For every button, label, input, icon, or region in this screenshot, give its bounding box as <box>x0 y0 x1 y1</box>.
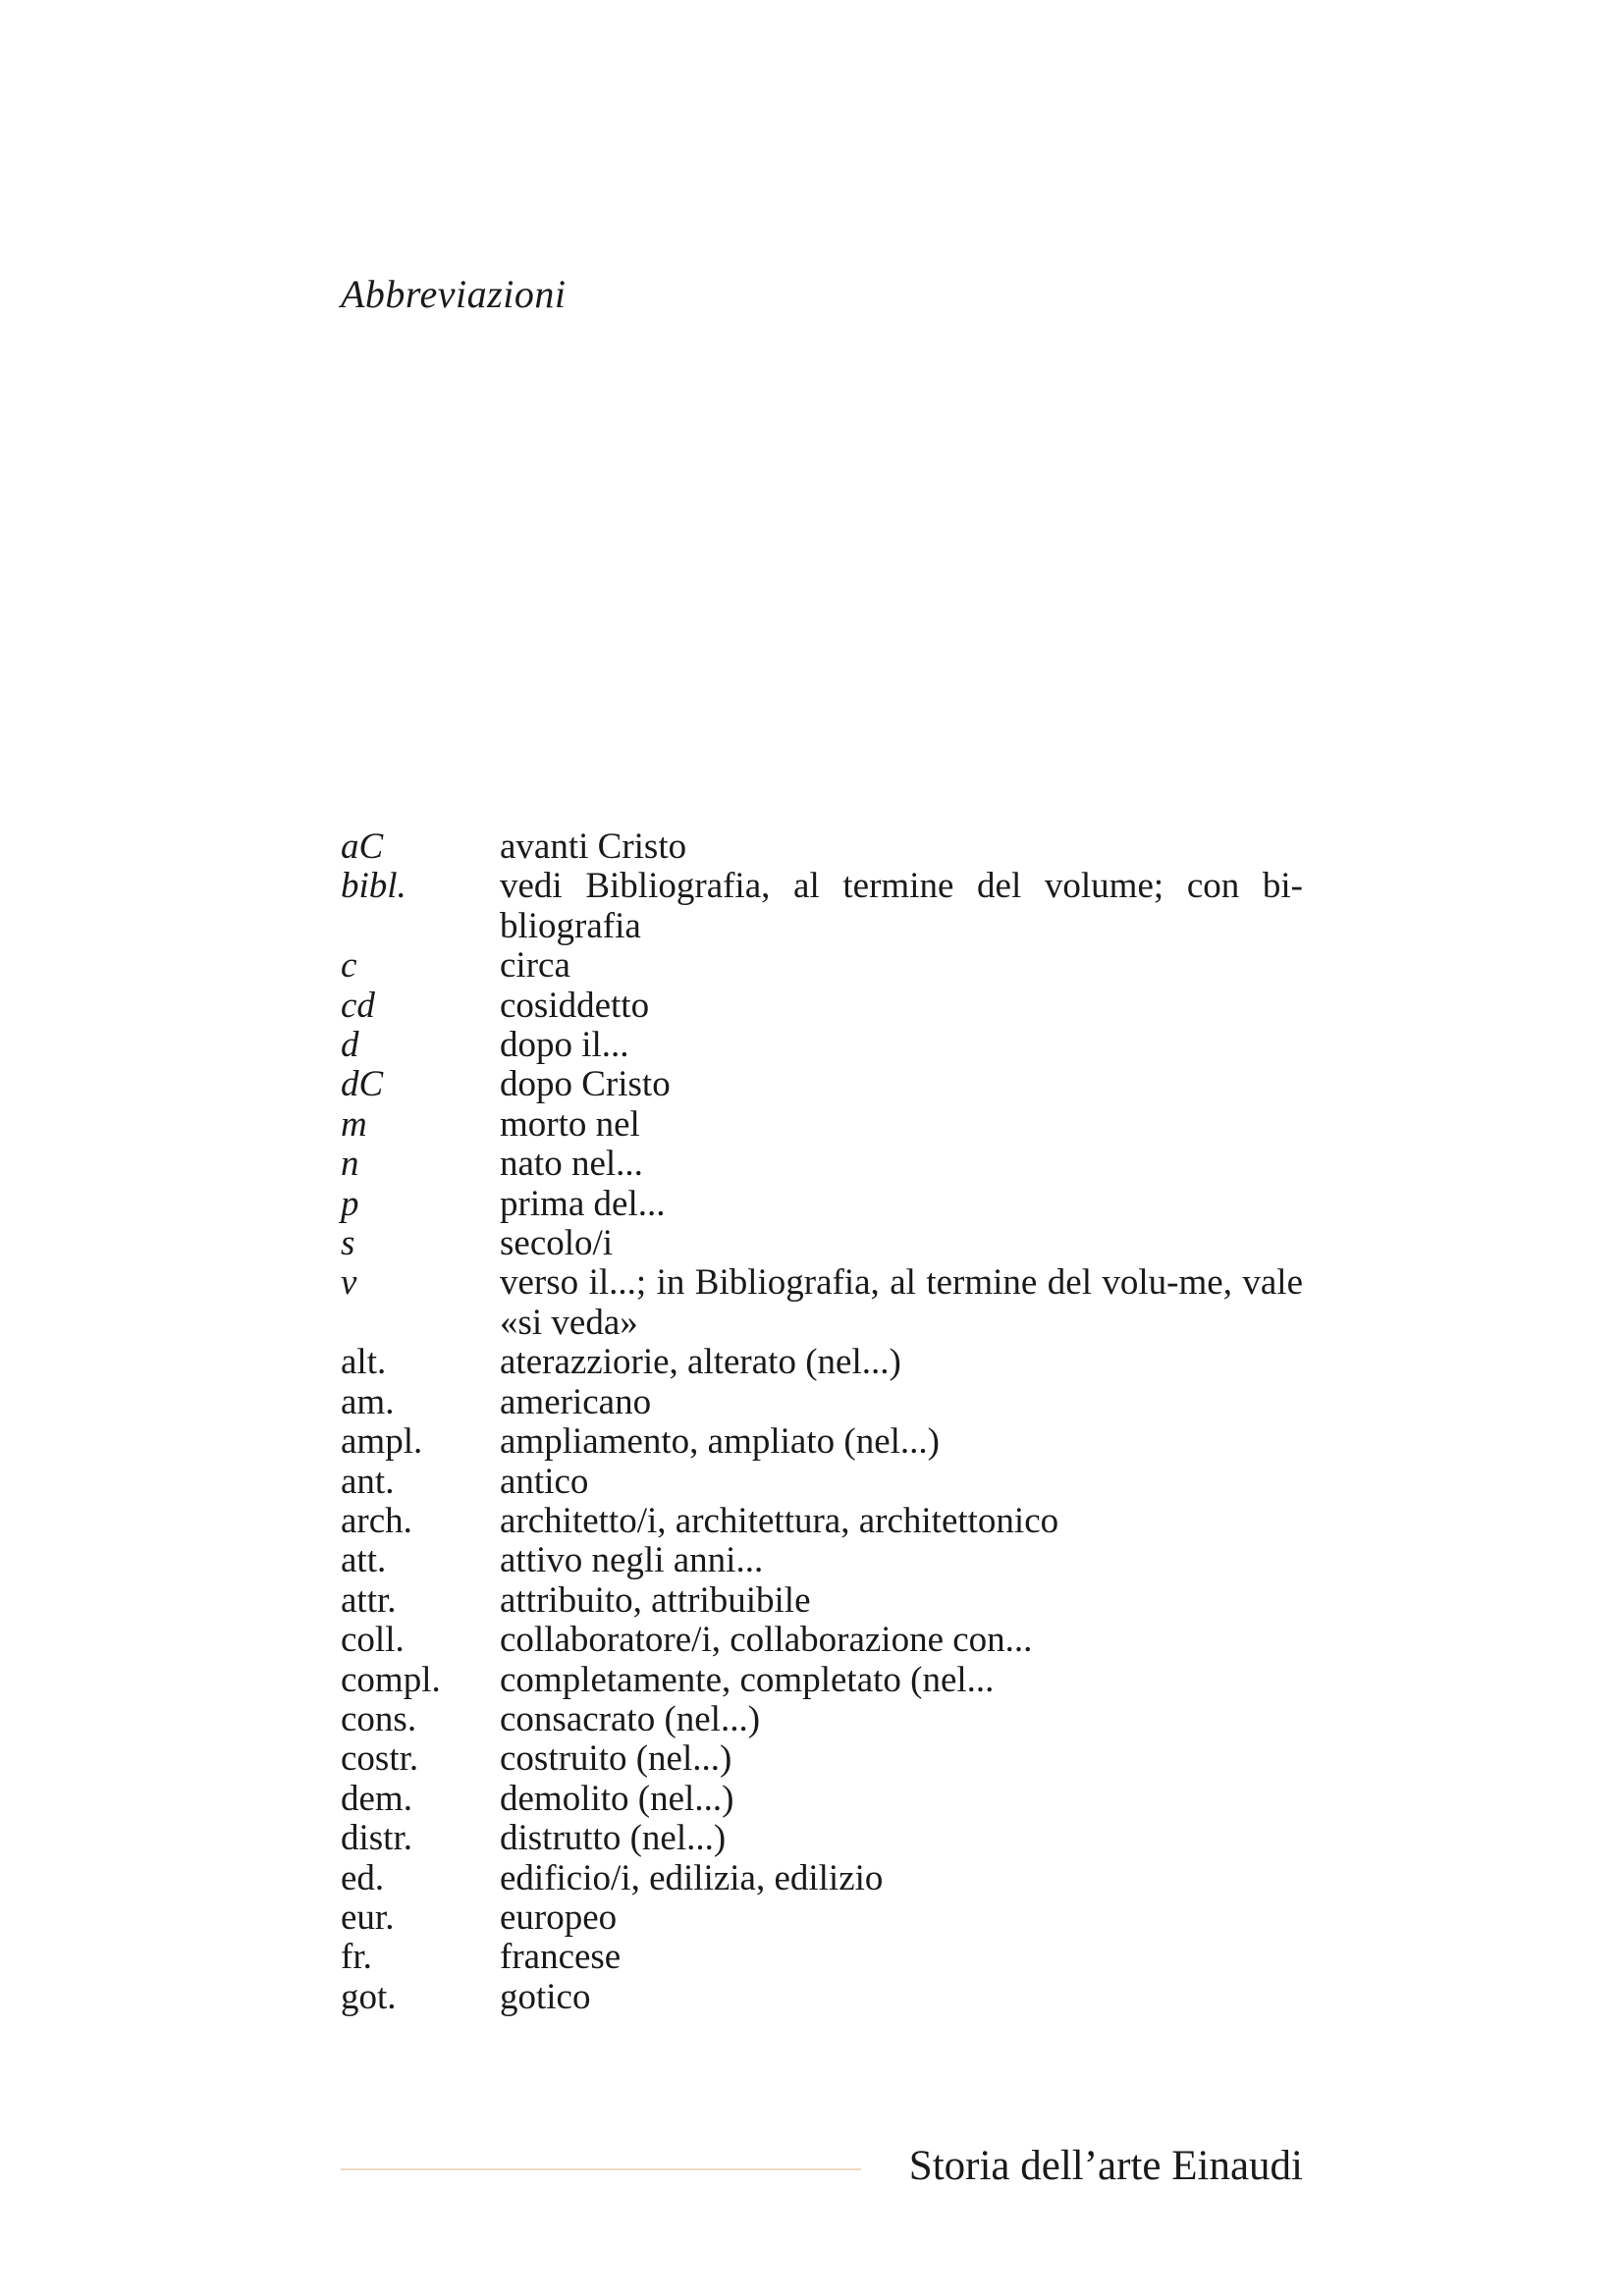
list-item <box>341 1185 1303 1224</box>
abbreviation-term: v <box>341 1262 357 1304</box>
list-item <box>341 1739 1303 1779</box>
abbreviation-definition: distrutto (nel...) <box>500 1818 727 1859</box>
abbreviation-term: aC <box>341 827 384 867</box>
abbreviation-definition: secolo/i <box>500 1223 614 1264</box>
abbreviation-term: m <box>341 1103 367 1145</box>
abbreviation-definition: nato nel... <box>500 1144 643 1185</box>
list-item <box>341 828 1303 867</box>
abbreviation-definition: prima del... <box>500 1183 666 1224</box>
abbreviation-term: arch. <box>341 1500 412 1541</box>
abbreviation-term: got. <box>341 1976 397 2017</box>
abbreviation-term: n <box>341 1144 359 1185</box>
list-item <box>341 1938 1303 1977</box>
abbreviation-term: am. <box>341 1381 395 1422</box>
abbreviation-definition: costruito (nel...) <box>500 1738 732 1780</box>
abbreviation-definition: attivo negli anni... <box>500 1540 764 1581</box>
abbreviation-term: costr. <box>341 1738 419 1780</box>
list-item <box>341 1026 1303 1065</box>
abbreviation-term: cons. <box>341 1698 417 1739</box>
abbreviation-definition: vedi Bibliografia, al termine del volume; con bi-bliografia <box>500 866 1303 946</box>
abbreviation-definition: demolito (nel...) <box>500 1778 734 1819</box>
page-title: Abbreviazioni <box>341 272 567 316</box>
abbreviation-definition: completamente, completato (nel... <box>500 1659 995 1700</box>
abbreviation-term: attr. <box>341 1579 397 1621</box>
abbreviation-term: compl. <box>341 1659 441 1700</box>
abbreviation-term: bibl. <box>341 866 406 907</box>
abbreviation-definition: morto nel <box>500 1103 640 1145</box>
abbreviation-term: ampl. <box>341 1421 423 1463</box>
abbreviation-definition: cosiddetto <box>500 985 650 1026</box>
list-item <box>341 1541 1303 1580</box>
list-item <box>341 1581 1303 1621</box>
list-item <box>341 1263 1303 1343</box>
abbreviation-term: c <box>341 945 357 987</box>
list-item <box>341 1700 1303 1739</box>
list-item <box>341 1978 1303 2017</box>
abbreviation-term: coll. <box>341 1620 405 1661</box>
list-item <box>341 1463 1303 1502</box>
abbreviation-definition: dopo il... <box>500 1025 629 1066</box>
list-item <box>341 946 1303 986</box>
abbreviation-definition: architetto/i, architettura, architettonico <box>500 1500 1059 1541</box>
list-item <box>341 1661 1303 1700</box>
abbreviation-definition: collaboratore/i, collaborazione con... <box>500 1620 1033 1661</box>
abbreviation-definition: gotico <box>500 1976 591 2017</box>
footer-divider <box>341 2168 861 2170</box>
footer-brand: Storia dell’arte Einaudi <box>908 2143 1303 2189</box>
abbreviation-term: p <box>341 1183 359 1224</box>
abbreviation-term: dC <box>341 1064 384 1105</box>
abbreviation-definition: dopo Cristo <box>500 1064 671 1105</box>
abbreviation-definition: ampliamento, ampliato (nel...) <box>500 1421 940 1463</box>
abbreviation-term: fr. <box>341 1937 372 1978</box>
abbreviation-definition: verso il...; in Bibliografia, al termine del volu-me, vale «si veda» <box>500 1262 1303 1343</box>
abbreviation-term: d <box>341 1025 359 1066</box>
list-item <box>341 1502 1303 1541</box>
list-item <box>341 1224 1303 1263</box>
abbreviation-definition: avanti Cristo <box>500 827 687 867</box>
list-item <box>341 1383 1303 1422</box>
abbreviation-definition: antico <box>500 1461 589 1502</box>
abbreviation-definition: francese <box>500 1937 622 1978</box>
abbreviation-definition: europeo <box>500 1896 618 1938</box>
list-item <box>341 1105 1303 1145</box>
abbreviation-definition: consacrato (nel...) <box>500 1698 761 1739</box>
abbreviation-term: s <box>341 1223 355 1264</box>
abbreviation-term: eur. <box>341 1896 395 1938</box>
abbreviation-list <box>341 828 1303 2017</box>
abbreviation-definition: circa <box>500 945 570 987</box>
list-item <box>341 1780 1303 1819</box>
abbreviation-definition: attribuito, attribuibile <box>500 1579 811 1621</box>
list-item <box>341 867 1303 946</box>
abbreviation-term: att. <box>341 1540 387 1581</box>
list-item <box>341 1422 1303 1462</box>
abbreviation-definition: aterazziorie, alterato (nel...) <box>500 1342 901 1383</box>
abbreviation-term: ed. <box>341 1857 385 1898</box>
list-item <box>341 987 1303 1026</box>
abbreviation-definition: edificio/i, edilizia, edilizio <box>500 1857 884 1898</box>
list-item <box>341 1145 1303 1184</box>
list-item <box>341 1065 1303 1104</box>
list-item <box>341 1343 1303 1382</box>
list-item <box>341 1898 1303 1938</box>
abbreviation-term: cd <box>341 985 375 1026</box>
list-item <box>341 1819 1303 1858</box>
abbreviation-term: distr. <box>341 1818 412 1859</box>
abbreviation-term: ant. <box>341 1461 395 1502</box>
abbreviation-term: alt. <box>341 1342 387 1383</box>
abbreviation-term: dem. <box>341 1778 412 1819</box>
list-item <box>341 1621 1303 1660</box>
list-item <box>341 1859 1303 1898</box>
abbreviation-definition: americano <box>500 1381 652 1422</box>
